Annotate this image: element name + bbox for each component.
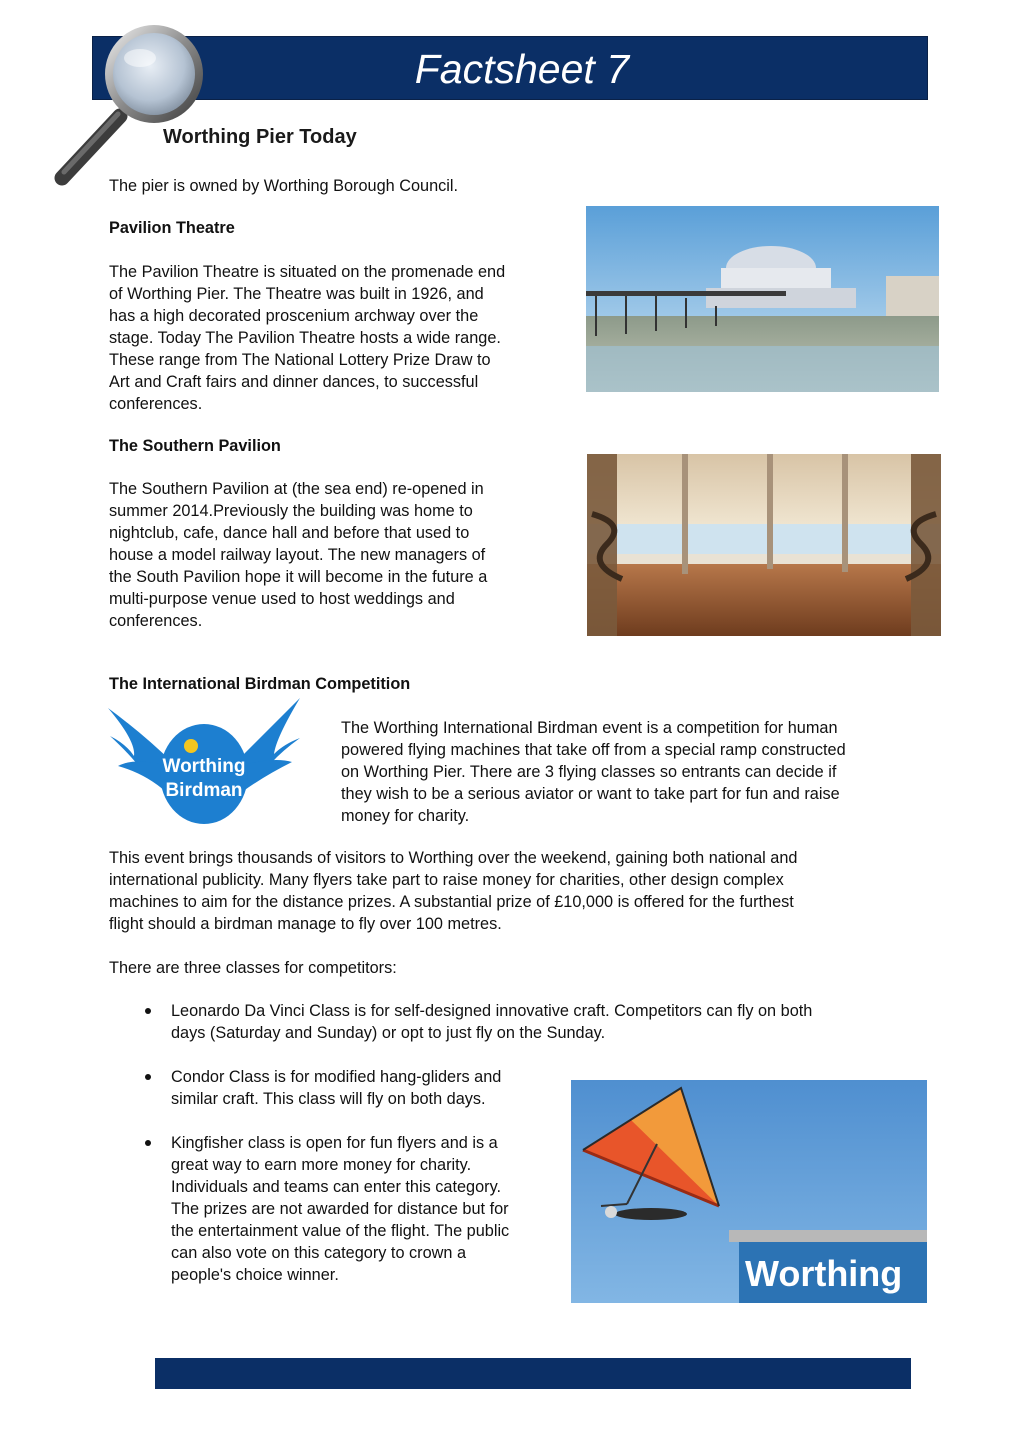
birdman-description: This event brings thousands of visitors to Worthing over the weekend, gaining both national and international publicity. Many flyers take part to raise money for charities, other design complex machines to aim for the distance prizes. A substantial prize of £10,000 is offered for the furthest flight should a birdman manage to fly over 100 metres. (109, 849, 798, 933)
southern-pavilion-text: The Southern Pavilion at (the sea end) re-opened in summer 2014.Previously the building was home to nightclub, cafe, dance hall and before that used to house a model railway layout. The new managers of the South Pavilion hope it will become in the future a multi-purpose venue used to host weddings and conferences. (109, 480, 488, 630)
header-bar (92, 36, 928, 100)
birdman-intro-text: The Worthing International Birdman event is a competition for human powered flying machines that take off from a special ramp constructed on Worthing Pier. There are 3 flying classes so entrants can decide if they wish to be a serious aviator or want to take part for fun and raise money for charity. (341, 719, 846, 825)
classes-intro: There are three classes for competitors: (109, 959, 397, 977)
intro-text: The pier is owned by Worthing Borough Council. (109, 177, 459, 195)
list-item-leonardo: Leonardo Da Vinci Class is for self-designed innovative craft. Competitors can fly on both days (Saturday and Sunday) or opt to just fly on the Sunday. (171, 1002, 813, 1042)
logo-text-worthing: Worthing (162, 756, 246, 777)
hang-glider-photo (571, 1080, 927, 1303)
birdman-heading: The International Birdman Competition (109, 675, 411, 693)
section-title: Worthing Pier Today (163, 126, 357, 148)
footer-bar (155, 1358, 911, 1389)
pavilion-theatre-heading: Pavilion Theatre (109, 219, 235, 237)
logo-text-birdman: Birdman (165, 780, 243, 801)
list-item-condor: Condor Class is for modified hang-gliders and similar craft. This class will fly on both days. (171, 1066, 812, 1110)
pavilion-theatre-text: The Pavilion Theatre is situated on the promenade end of Worthing Pier. The Theatre was built in 1926, and has a high decorated proscenium archway over the stage. Today The Pavilion Theatre hosts a wide range. These range from The National Lottery Prize Draw to Art and Craft fairs and dinner dances, to successful conferences. (109, 263, 506, 413)
southern-pavilion-photo (587, 454, 941, 636)
southern-pavilion-heading: The Southern Pavilion (109, 437, 281, 455)
banner-text: Worthing (745, 1253, 903, 1294)
worthing-birdman-logo (106, 696, 302, 828)
list-item-kingfisher: Kingfisher class is open for fun flyers and is a great way to earn more money for charity. Individuals and teams can enter this category. The prizes are not awarded for distance but for the entertainment value of the flight. The public can also vote on this category to crown a people's choice winner. (171, 1132, 812, 1286)
page-title: Factsheet 7 (414, 46, 629, 92)
magnifying-glass-icon (48, 16, 208, 188)
pavilion-theatre-photo (586, 206, 939, 392)
